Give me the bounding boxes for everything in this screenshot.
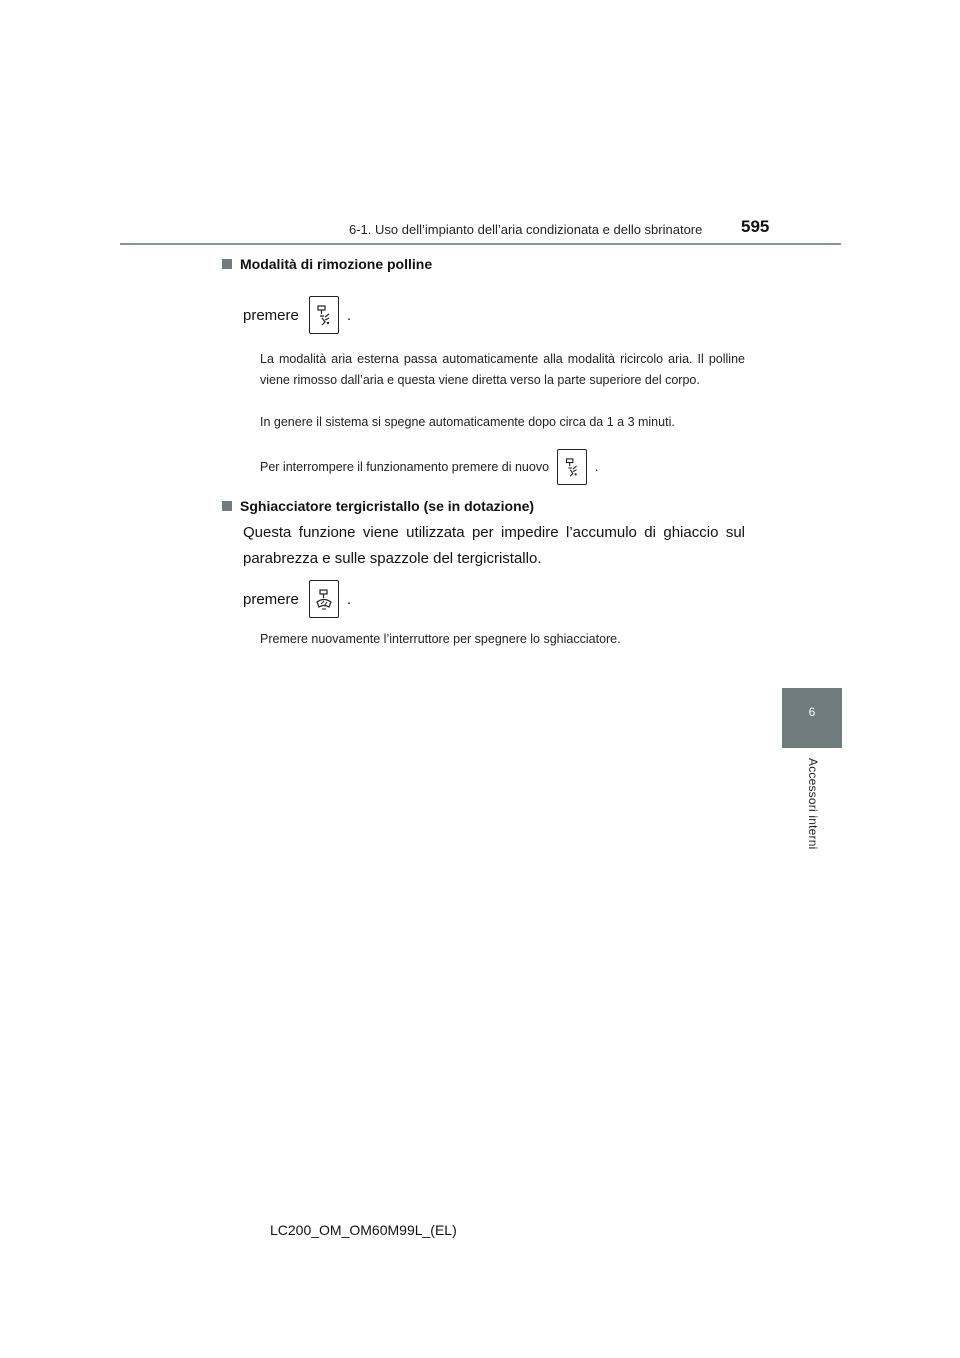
press-suffix: .: [346, 306, 352, 324]
wiper-deicer-icon: [316, 589, 332, 611]
pollen-removal-icon: [316, 305, 332, 327]
pollen-removal-icon: [564, 458, 580, 478]
press-suffix: .: [346, 590, 352, 608]
note-stop: [260, 449, 599, 485]
note-stop-text: Per interrompere il funzionamento premere di nuovo: [260, 459, 550, 474]
press-label: premere: [243, 590, 299, 608]
pollen-removal-button-inline[interactable]: [557, 449, 587, 485]
section-title-pollen: [222, 256, 432, 272]
deicer-description: Questa funzione viene utilizzata per impedire l’accumulo di ghiaccio sul parabrezza e sulle spazzole del tergicristallo.: [243, 524, 745, 567]
note-stop-suffix: .: [595, 459, 599, 474]
page-number: 595: [741, 217, 770, 236]
note-auto-off: In genere il sistema si spegne automaticamente dopo circa da 1 a 3 minuti.: [260, 415, 675, 429]
document-code: LC200_OM_OM60M99L_(EL): [270, 1222, 457, 1238]
section-bullet-icon: [222, 501, 232, 511]
section-title-text: Sghiacciatore tergicristallo (se in dotazione): [240, 498, 535, 514]
section-title-deicer: [222, 498, 534, 514]
chapter-label: Accessori interni: [806, 758, 820, 850]
section-title-text: Modalità di rimozione polline: [240, 256, 433, 272]
pollen-removal-button[interactable]: [309, 296, 339, 334]
chapter-number: 6: [808, 705, 816, 719]
header-title: 6-1. Uso dell’impianto dell’aria condizionata e dello sbrinatore: [349, 222, 703, 237]
press-instruction-deicer: [243, 580, 351, 618]
note-deicer-off: Premere nuovamente l’interruttore per spegnere lo sghiacciatore.: [260, 632, 621, 646]
press-instruction-pollen: [243, 296, 351, 334]
section-bullet-icon: [222, 259, 232, 269]
press-label: premere: [243, 306, 299, 324]
wiper-deicer-button[interactable]: [309, 580, 339, 618]
note-pollen-mode: La modalità aria esterna passa automaticamente alla modalità ricircolo aria. Il polline viene rimosso dall’aria e questa viene diretta verso la parte superiore del corpo.: [260, 352, 745, 387]
header-divider: [120, 243, 841, 245]
